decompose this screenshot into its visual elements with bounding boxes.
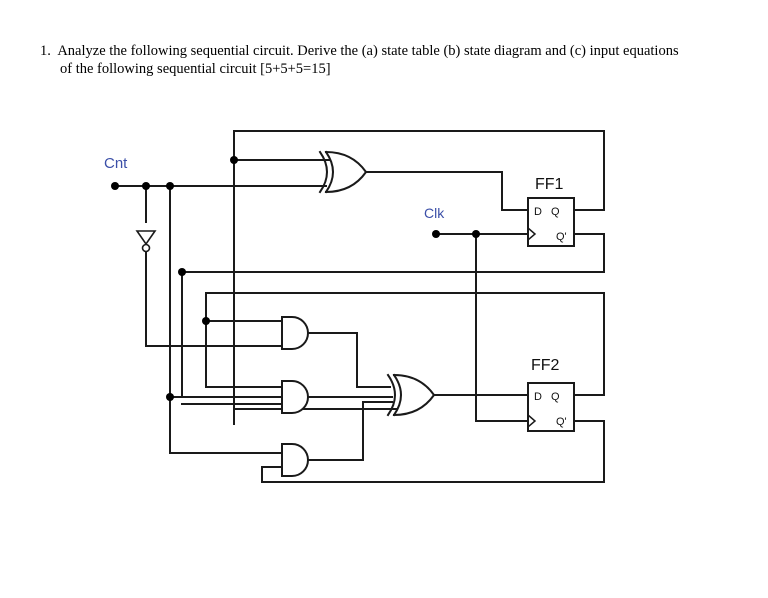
ff2-q-label: Q xyxy=(551,391,560,403)
and-gate-2 xyxy=(282,381,308,413)
junction-dot xyxy=(166,393,174,401)
clk-label: Clk xyxy=(424,205,445,221)
and-gate-1 xyxy=(282,317,308,349)
junction-dot xyxy=(178,268,186,276)
junction-dot xyxy=(230,156,238,164)
ff2-title: FF2 xyxy=(531,357,560,374)
wire-inverter-to-and1 xyxy=(146,252,282,346)
ff1-qbar-label: Q' xyxy=(556,231,567,243)
ff2-d-label: D xyxy=(534,391,542,403)
ff2-qbar-label: Q' xyxy=(556,416,567,428)
question-number: 1. xyxy=(40,43,51,59)
ff1-d-label: D xyxy=(534,206,542,218)
junction-dot xyxy=(472,230,480,238)
inverter xyxy=(137,231,155,252)
ff1-q-label: Q xyxy=(551,206,560,218)
flipflop-1 xyxy=(528,176,574,246)
ff1-title: FF1 xyxy=(535,176,564,193)
junction-dot xyxy=(111,182,119,190)
question-line-2: of the following sequential circuit [5+5+5=15] xyxy=(60,61,331,77)
junction-dot xyxy=(142,182,150,190)
junction-dot xyxy=(202,317,210,325)
cnt-label: Cnt xyxy=(104,155,128,172)
wire-ff2-q-loop xyxy=(206,293,604,395)
question-line-1-text: Analyze the following sequential circuit. Derive the (a) state table (b) state diagram and (c) input equations xyxy=(57,43,679,59)
junction-dot xyxy=(432,230,440,238)
wire-and3-out xyxy=(304,402,392,460)
and-gate-3 xyxy=(282,444,308,476)
flipflop-2 xyxy=(528,357,574,431)
wire-cnt-to-and3 xyxy=(170,186,282,453)
junction-dot xyxy=(166,182,174,190)
wire-clk-ff2 xyxy=(476,234,528,421)
junction-dots xyxy=(111,156,480,401)
wire-and1-out xyxy=(304,333,390,387)
wire-xor1-to-ff1-d xyxy=(366,172,528,210)
